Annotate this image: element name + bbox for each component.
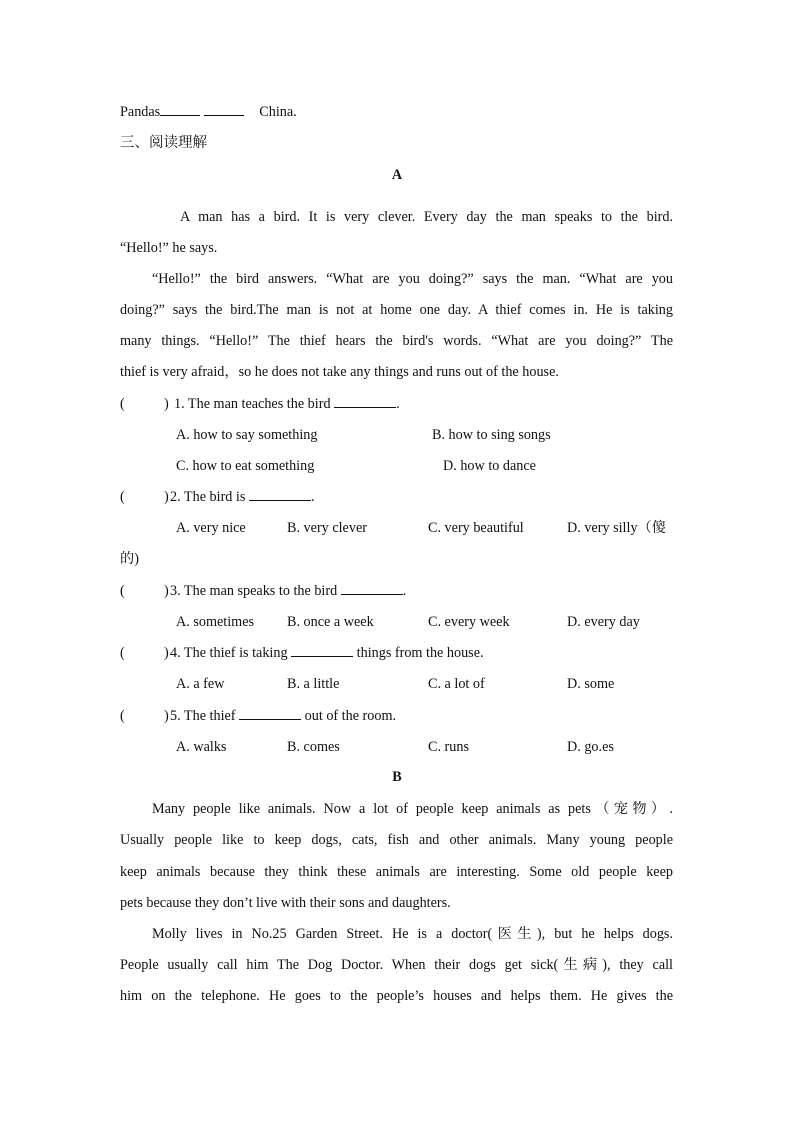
option[interactable]: B. very clever: [287, 520, 367, 536]
option[interactable]: A. sometimes: [176, 614, 255, 630]
passage-a-label: A: [391, 167, 403, 183]
answer-paren-close: ): [164, 489, 169, 505]
passage-b-line: Many people like animals. Now a lot of people keep animals as pets（宠物）.: [152, 801, 673, 817]
option[interactable]: C. every week: [428, 614, 510, 630]
answer-paren-close: ): [164, 645, 169, 661]
fill-in-prefix: Pandas: [120, 104, 161, 120]
question-text-after: .: [310, 489, 315, 505]
passage-b-label: B: [392, 769, 402, 785]
passage-b-line: him on the telephone. He goes to the people’s houses and helps them. He gives the: [120, 988, 673, 1004]
option-continuation: 的): [120, 551, 139, 567]
option[interactable]: D. how to dance: [443, 458, 536, 474]
option[interactable]: A. very nice: [176, 520, 246, 536]
option[interactable]: C. how to eat something: [176, 458, 315, 474]
answer-blank[interactable]: [341, 582, 403, 595]
option[interactable]: D. every day: [567, 614, 640, 630]
option[interactable]: B. how to sing songs: [432, 427, 551, 443]
passage-a-line: doing?” says the bird.The man is not at home one day. A thief comes in. He is taking: [120, 302, 673, 318]
section-heading: 三、阅读理解: [120, 135, 207, 151]
answer-blank[interactable]: [160, 103, 200, 116]
answer-paren-close: ): [164, 583, 169, 599]
question-text-after: things from the house.: [356, 645, 484, 661]
passage-a-line: many things. “Hello!” The thief hears the bird's words. “What are you doing?” The: [120, 333, 673, 349]
question-text-after: .: [402, 583, 407, 599]
passage-b-line: Usually people like to keep dogs, cats, fish and other animals. Many young people: [120, 832, 673, 848]
option[interactable]: D. very silly（傻: [567, 520, 666, 536]
question-text-after: .: [396, 396, 400, 412]
question-text-after: out of the room.: [304, 708, 397, 724]
passage-b-line: Molly lives in No.25 Garden Street. He is a doctor(医生), but he helps dogs.: [152, 926, 673, 942]
option[interactable]: B. a little: [287, 676, 340, 692]
answer-paren-open: (: [120, 489, 125, 505]
passage-a-line: thief is very afraid，so he does not take any things and runs out of the house.: [120, 364, 559, 380]
answer-blank[interactable]: [334, 395, 396, 408]
answer-blank[interactable]: [291, 644, 353, 657]
question-text: 4. The thief is taking: [170, 645, 288, 661]
passage-a-line: “Hello!” he says.: [120, 240, 218, 256]
question-text: 5. The thief: [170, 708, 236, 724]
passage-b-line: People usually call him The Dog Doctor. When their dogs get sick(生病), they call: [120, 957, 673, 973]
option[interactable]: C. a lot of: [428, 676, 485, 692]
passage-a-line: “Hello!” the bird answers. “What are you doing?” says the man. “What are you: [152, 271, 673, 287]
answer-blank[interactable]: [239, 707, 301, 720]
fill-in-suffix: China.: [259, 104, 297, 120]
answer-paren-open: (: [120, 708, 125, 724]
passage-a-line: A man has a bird. It is very clever. Every day the man speaks to the bird.: [180, 209, 673, 225]
option[interactable]: A. a few: [176, 676, 225, 692]
answer-paren-close: ): [164, 708, 169, 724]
passage-b-line: pets because they don’t live with their sons and daughters.: [120, 895, 451, 911]
option[interactable]: B. once a week: [287, 614, 374, 630]
option[interactable]: C. runs: [428, 739, 469, 755]
answer-blank[interactable]: [204, 103, 244, 116]
answer-paren-open: (: [120, 396, 125, 412]
option[interactable]: A. how to say something: [176, 427, 318, 443]
option[interactable]: D. some: [567, 676, 615, 692]
option[interactable]: C. very beautiful: [428, 520, 524, 536]
answer-paren-open: (: [120, 583, 125, 599]
question-text: 2. The bird is: [170, 489, 246, 505]
option[interactable]: B. comes: [287, 739, 340, 755]
fill-in-line: [120, 103, 297, 121]
option[interactable]: D. go.es: [567, 739, 614, 755]
answer-blank[interactable]: [249, 488, 311, 501]
answer-paren-close: ): [164, 396, 169, 412]
passage-b-line: keep animals because they think these animals are interesting. Some old people keep: [120, 864, 673, 880]
question-text: 3. The man speaks to the bird: [170, 583, 338, 599]
question-text: 1. The man teaches the bird: [174, 396, 331, 412]
answer-paren-open: (: [120, 645, 125, 661]
option[interactable]: A. walks: [176, 739, 227, 755]
